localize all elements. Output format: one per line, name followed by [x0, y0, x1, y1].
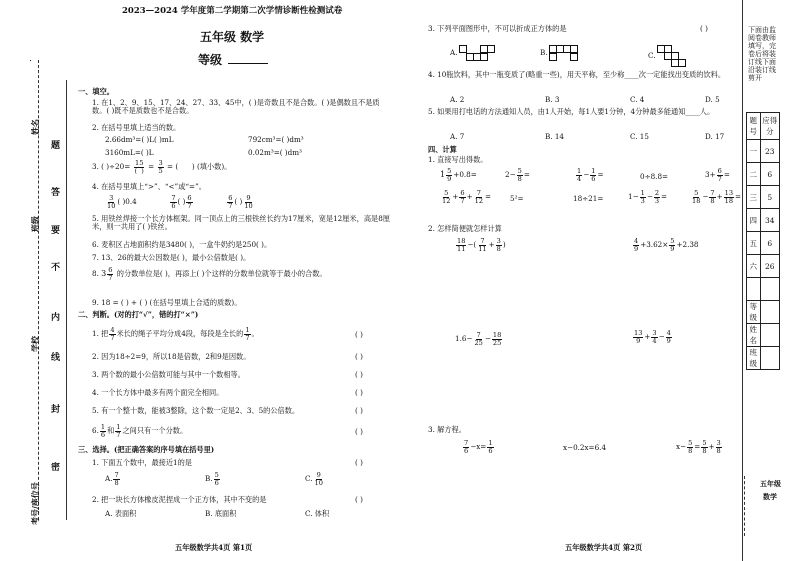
direct-calc-2: 2− $\frac{5}{8}$ =: [505, 167, 530, 183]
name-label: 姓名: [30, 119, 40, 135]
s3-q2-opt-c[interactable]: C. 体积: [305, 509, 330, 518]
s3-q3-opt-a[interactable]: A.: [450, 45, 500, 61]
s4-sub3: 3. 解方程。: [428, 425, 466, 434]
net-shape-a: [460, 45, 500, 61]
direct-calc-8: 18÷21=: [573, 194, 604, 203]
seal-char: 题: [51, 141, 61, 151]
seal-char: 密: [51, 463, 61, 473]
s2-q2-answer[interactable]: ( ): [355, 352, 363, 361]
grade-label: 等级: [198, 53, 223, 67]
s3-q1-opt-a[interactable]: A. $\frac{7}{8}$: [105, 471, 119, 487]
net-shape-b: [550, 45, 590, 61]
s1-q5: 5. 用铁丝焊接一个长方体框架。同一顶点上的三根铁丝长约为17厘米，宽是12厘米，高是8厘米，则一共用了( )铁丝。: [92, 214, 390, 232]
s1-q2-r2b: 0.02m³=( )dm³: [248, 148, 302, 157]
table-row: 班级: [747, 347, 780, 370]
s3-q3: 3. 下列平面图形中，不可以折成正方体的是: [428, 24, 567, 33]
stub-subject: 数学: [763, 492, 777, 501]
table-row: 一 23: [747, 140, 780, 163]
s3-q3-opt-c[interactable]: C.: [648, 45, 688, 67]
table-row: 等级: [747, 301, 780, 324]
s3-q5: 5. 如果用打电话的方法通知人员，由1人开始，每1人要1分钟，4分钟最多能通知____人。: [428, 107, 715, 116]
s3-q1: 1. 下面五个数中，最接近1的是: [92, 458, 192, 467]
table-row: 五 6: [747, 232, 780, 255]
stub-grade: 五年级: [760, 479, 781, 488]
s3-q1-opt-b[interactable]: B. $\frac{5}{6}$: [205, 471, 219, 487]
seal-char: 线: [51, 353, 61, 363]
s2-q1: 1. 把 $\frac{4}{7}$ 米长的绳子平均分成4段，每段是全长的 $\frac{1}{7}$ 。: [92, 326, 259, 342]
binding-strip: [0, 0, 88, 561]
s3-q2-opt-a[interactable]: A. 表面积: [105, 509, 137, 518]
seal-char: 内: [51, 313, 61, 323]
s2-q5-answer[interactable]: ( ): [355, 406, 363, 415]
s3-q5-opt-a[interactable]: A. 7: [450, 132, 465, 141]
s3-q3-answer[interactable]: ( ): [700, 24, 708, 33]
net-shape-c: [658, 45, 688, 67]
s3-q4-opt-c[interactable]: C. 4: [630, 95, 645, 104]
s3-q4-opt-a[interactable]: A. 2: [450, 95, 465, 104]
s1-q2-r2a: 3160mL=( )L: [105, 148, 154, 157]
s1-q4-compare: $\frac{3}{10}$ ( )0.4 $\frac{7}{6}$ ( ) $\frac{6}{7}$ $\frac{6}{7}$ ( ) $\frac{9}{10}$: [107, 194, 253, 210]
s2-q3-answer[interactable]: ( ): [355, 370, 363, 379]
s3-q5-opt-c[interactable]: C. 15: [630, 132, 649, 141]
seal-char: 封: [51, 405, 61, 415]
cut-line: [744, 476, 745, 536]
seat-label: 考号/座位号: [30, 482, 40, 525]
score-head-q: 题号: [747, 113, 761, 140]
section3-heading: 三、选择。(把正确答案的序号填在括号里): [78, 445, 215, 454]
exam-subject: 五年级 数学: [200, 30, 265, 44]
seal-char: 答: [51, 188, 61, 198]
simplify-1: $\frac{18}{11}$ −( $\frac{7}{11}$ + $\frac{3}{8}$ ): [457, 237, 506, 253]
footer-page1: 五年级数学共4页 第1页: [175, 543, 253, 552]
direct-calc-9: 1− $\frac{1}{3}$ − $\frac{2}{3}$ =: [628, 189, 668, 205]
table-row: 三 5: [747, 186, 780, 209]
s4-sub1: 1. 直接写出得数。: [428, 155, 488, 164]
simplify-4: $\frac{13}{9}$ + $\frac{3}{4}$ − $\frac{4}{9}$: [634, 329, 671, 345]
score-head-s: 应得分: [760, 113, 779, 140]
table-row: 姓名: [747, 324, 780, 347]
s3-q2-opt-b[interactable]: B. 底面积: [205, 509, 237, 518]
s3-q4: 4. 10瓶饮料，其中一瓶变质了(略重一些)，用天平称，至少称____次一定能找出变质的饮料。: [428, 70, 726, 79]
table-row: 二 6: [747, 163, 780, 186]
score-notice: 下面由监阅卷教师填写，完卷后将装订线下面沿装订线剪开: [748, 26, 776, 83]
binding-line-solid: [66, 80, 67, 520]
right-strip-edge: [742, 0, 743, 561]
table-row: 六 26: [747, 255, 780, 278]
s2-q6-answer[interactable]: ( ): [355, 427, 363, 436]
s1-q7: 7. 13、26的最大公因数是( )，最小公倍数是( )。: [92, 253, 251, 262]
s1-q3: 3. ( )÷20= $\frac{15}{( )}$ = $\frac{3}{5}$ = ( ) (填小数)。: [92, 159, 232, 175]
direct-calc-6: $\frac{5}{12}$ + $\frac{6}{7}$ + $\frac{7}{12}$ =: [442, 189, 492, 205]
direct-calc-10: $\frac{5}{18}$ − $\frac{7}{8}$ + $\frac{13}{18}$ =: [692, 189, 742, 205]
s1-q6: 6. 麦积区占地面积约是3480( )，一盒牛奶约是250( )。: [92, 240, 272, 249]
direct-calc-4: 0÷8.8=: [640, 172, 669, 181]
section1-heading: 一、填空。: [78, 87, 114, 96]
equation-1: $\frac{7}{6}$ −x= $\frac{1}{6}$: [464, 439, 493, 455]
s1-q2: 2. 在括号里填上适当的数。: [92, 123, 181, 132]
equation-2: x−0.2x=6.4: [563, 443, 607, 452]
simplify-3: 1.6− $\frac{7}{25}$ − $\frac{18}{25}$: [455, 331, 502, 347]
direct-calc-3: $\frac{1}{4}$ − $\frac{1}{6}$ =: [577, 167, 604, 183]
simplify-2: $\frac{4}{9}$ +3.62× $\frac{5}{9}$ +2.38: [634, 237, 699, 253]
section2-heading: 二、判断。(对的打“√”，错的打“×”): [78, 310, 199, 319]
direct-calc-7: 5²=: [510, 194, 524, 203]
s2-q1-answer[interactable]: ( ): [355, 330, 363, 339]
s2-q2: 2. 因为18÷2=9，所以18是倍数，2和9是因数。: [92, 352, 251, 361]
s3-q2: 2. 把一块长方体橡皮泥捏成一个正方体，其中不变的是: [92, 495, 267, 504]
s3-q1-opt-c[interactable]: C. $\frac{9}{10}$: [305, 471, 323, 487]
s2-q4-answer[interactable]: ( ): [355, 388, 363, 397]
s2-q5: 5. 有一个整十数，能被3整除，这个数一定是2、3、5的公倍数。: [92, 406, 300, 415]
s1-q1: 1. 在1、2、9、15、17、24、27、33、45中，( )是奇数且不是合数。( )是偶数且不是质数。( )既不是质数也不是合数。: [92, 98, 380, 116]
s2-q6: 6. $\frac{1}{6}$ 和 $\frac{1}{7}$ 之间只有一个分数。: [92, 423, 188, 439]
s3-q4-opt-d[interactable]: D. 5: [705, 95, 720, 104]
s3-q1-answer[interactable]: ( ): [355, 458, 363, 467]
s3-q3-opt-b[interactable]: B.: [540, 45, 590, 61]
s4-sub2: 2. 怎样简便就怎样计算: [428, 224, 502, 233]
footer-page2: 五年级数学共4页 第2页: [565, 543, 643, 552]
s2-q3: 3. 两个数的最小公倍数可能与其中一个数相等。: [92, 370, 245, 379]
s1-q8: 8. 3 $\frac{6}{7}$ 的分数单位是( )，再添上( )个这样的分数单位就等于最小的合数。: [92, 266, 327, 282]
score-table: [746, 112, 780, 370]
s3-q5-opt-b[interactable]: B. 14: [545, 132, 564, 141]
s1-q2-r1b: 792cm³=( )dm³: [248, 135, 304, 144]
s3-q2-answer[interactable]: ( ): [355, 495, 363, 504]
equation-3: x− $\frac{5}{8}$ = $\frac{5}{8}$ + $\frac{3}{8}$: [676, 439, 721, 455]
s1-q9: 9. 18 = ( ) + ( ) (在括号里填上合适的质数)。: [92, 298, 242, 307]
class-label: 班级: [30, 216, 40, 232]
exam-title: 2023—2024 学年度第二学期第二次学情诊断性检测试卷: [122, 6, 343, 16]
s2-q4: 4. 一个长方体中最多有两个面完全相同。: [92, 388, 224, 397]
seal-char: 不: [51, 263, 61, 273]
direct-calc-1: 1 $\frac{5}{9}$ +0.8=: [440, 167, 477, 183]
table-row: [747, 278, 780, 301]
s3-q5-opt-d[interactable]: D. 17: [705, 132, 725, 141]
school-label: 学校: [30, 336, 40, 352]
table-row: 四 34: [747, 209, 780, 232]
seal-char: 要: [51, 226, 61, 236]
s3-q4-opt-b[interactable]: B. 3: [545, 95, 560, 104]
s1-q4: 4. 在括号里填上“>”、“<”或“=”。: [92, 182, 206, 191]
section4-heading: 四、计算: [428, 145, 457, 154]
s1-q2-r1a: 2.66dm³=( )L( )mL: [105, 135, 174, 144]
grade-blank[interactable]: [228, 63, 268, 64]
direct-calc-5: 3+ $\frac{6}{7}$ =: [705, 167, 730, 183]
